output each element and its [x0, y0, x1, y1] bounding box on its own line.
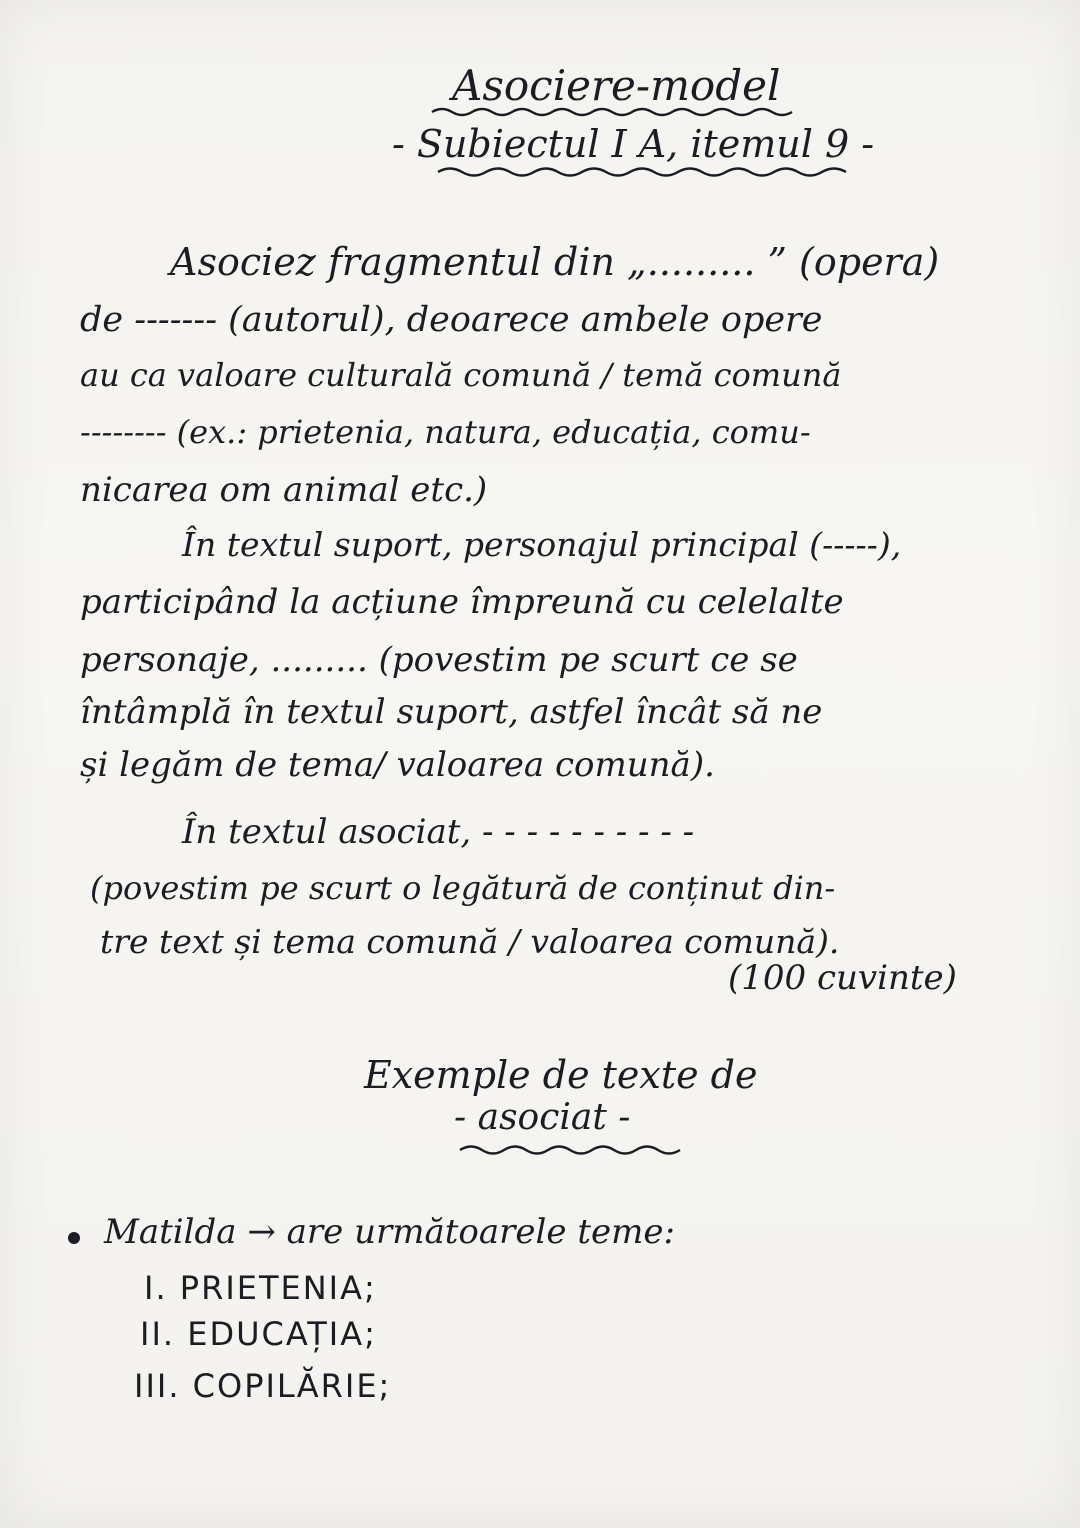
- body-line-2: de ------- (autorul), deoarece ambele opere: [80, 300, 823, 340]
- body-line-10: și legăm de tema/ valoarea comună).: [80, 745, 715, 785]
- examples-wave: [460, 1147, 680, 1154]
- body-line-12: (povestim pe scurt o legătură de conținut din-: [90, 869, 836, 907]
- word-count-note: (100 cuvinte): [728, 958, 957, 998]
- body-line-5: nicarea om animal etc.): [80, 470, 488, 510]
- theme-item-2: II. EDUCAȚIA;: [140, 1315, 377, 1353]
- theme-item-3: III. COPILĂRIE;: [134, 1367, 392, 1405]
- body-line-3: au ca valoare culturală comună / temă comună: [80, 356, 842, 394]
- body-line-8: personaje, ......... (povestim pe scurt ce se: [80, 640, 798, 680]
- example-item: Matilda → are următoarele teme:: [104, 1212, 675, 1252]
- body-line-6: În textul suport, personajul principal (-----),: [182, 525, 902, 564]
- body-line-7: participând la acțiune împreună cu celelalte: [80, 582, 844, 622]
- examples-heading: Exemple de texte de: [364, 1053, 758, 1097]
- examples-subheading: - asociat -: [454, 1097, 631, 1138]
- list-bullet: [68, 1232, 80, 1244]
- body-line-11: În textul asociat, - - - - - - - - - -: [182, 812, 695, 852]
- body-line-9: întâmplă în textul suport, astfel încât să ne: [80, 692, 823, 732]
- body-line-4: -------- (ex.: prietenia, natura, educația, comu-: [80, 413, 811, 451]
- page-title: Asociere-model: [452, 61, 781, 110]
- body-line-13: tre text și tema comună / valoarea comună).: [100, 922, 840, 961]
- body-line-1: Asociez fragmentul din „......... ” (opera): [170, 240, 940, 284]
- theme-item-1: I. PRIETENIA;: [144, 1269, 377, 1307]
- page-subtitle: - Subiectul I A, itemul 9 -: [392, 122, 875, 166]
